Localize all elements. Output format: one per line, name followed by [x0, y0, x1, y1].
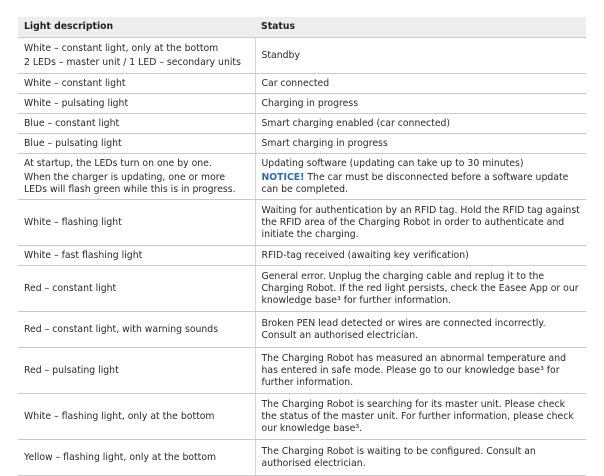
- status-cell: [255, 394, 586, 440]
- table-row: [18, 312, 586, 348]
- status-text: Waiting for authentication by an RFID tag. Hold the RFID tag against the RFID area of the Charging Robot in order to authenticate and initiate the charging.: [261, 204, 580, 240]
- status-text: General error. Unplug the charging cable and replug it to the Charging Robot. If the red light persists, check the Easee App or our knowledge base³ for further information.: [261, 270, 579, 306]
- notice-paragraph: [262, 172, 581, 196]
- status-text: Charging in progress: [261, 97, 359, 109]
- table-row: [18, 74, 586, 94]
- light-description-cell: [18, 348, 255, 394]
- description-text: White – constant light, only at the bottom: [24, 42, 219, 54]
- header-light-description: Light description: [18, 17, 255, 38]
- notice-text: The car must be disconnected before a software update can be completed.: [261, 171, 569, 195]
- status-cell: [255, 266, 586, 312]
- light-description-cell: [18, 134, 255, 154]
- status-text: Car connected: [261, 77, 330, 89]
- status-text: Smart charging enabled (car connected): [261, 117, 451, 129]
- description-text: 2 LEDs – master unit / 1 LED – secondary units: [24, 56, 241, 68]
- status-text: The Charging Robot has measured an abnormal temperature and has entered in safe mode. Please go to our knowledge base³ for further information.: [261, 352, 566, 388]
- status-cell: [255, 154, 586, 200]
- status-text: Updating software (updating can take up to 30 minutes): [261, 157, 524, 169]
- status-cell: [255, 246, 586, 266]
- description-text: Red – pulsating light: [24, 364, 119, 376]
- status-text: RFID-tag received (awaiting key verification): [261, 249, 469, 261]
- status-text: The Charging Robot is searching for its master unit. Please check the status of the master unit. For further information, please check our knowledge base³.: [261, 398, 574, 434]
- status-cell: [255, 312, 586, 348]
- light-description-cell: [18, 246, 255, 266]
- status-cell: [255, 38, 586, 74]
- table-row: [18, 114, 586, 134]
- description-text: Red – constant light: [24, 282, 117, 294]
- description-text: White – fast flashing light: [24, 249, 143, 261]
- table-row: [18, 440, 586, 476]
- table-row: [18, 134, 586, 154]
- light-description-cell: [18, 74, 255, 94]
- notice-label: NOTICE!: [261, 171, 305, 183]
- table-header-row: [18, 17, 586, 38]
- status-text: Broken PEN lead detected or wires are connected incorrectly. Consult an authorised electrician.: [261, 317, 546, 341]
- status-cell: [255, 134, 586, 154]
- status-cell: [255, 348, 586, 394]
- description-text: Blue – constant light: [24, 117, 120, 129]
- table-row: [18, 154, 586, 200]
- description-text: Yellow – flashing light, only at the bottom: [24, 451, 217, 463]
- status-cell: [255, 440, 586, 476]
- light-description-cell: [18, 266, 255, 312]
- description-text: When the charger is updating, one or more LEDs will flash green while this is in progress.: [24, 171, 236, 195]
- light-description-cell: [18, 394, 255, 440]
- status-cell: [255, 74, 586, 94]
- light-description-cell: [18, 114, 255, 134]
- light-status-table: [18, 17, 586, 476]
- status-text: The Charging Robot is waiting to be configured. Consult an authorised electrician.: [261, 445, 536, 469]
- status-cell: [255, 200, 586, 246]
- light-description-cell: [18, 312, 255, 348]
- header-status: Status: [255, 17, 586, 38]
- table-row: [18, 394, 586, 440]
- light-description-cell: [18, 94, 255, 114]
- table-row: [18, 200, 586, 246]
- table-row: [18, 38, 586, 74]
- description-text: White – flashing light, only at the bottom: [24, 410, 215, 422]
- description-text: At startup, the LEDs turn on one by one.: [24, 157, 212, 169]
- description-text: Blue – pulsating light: [24, 137, 122, 149]
- status-cell: [255, 114, 586, 134]
- table-row: [18, 348, 586, 394]
- table-row: [18, 94, 586, 114]
- status-text: Standby: [261, 49, 300, 61]
- description-text: White – constant light: [24, 77, 126, 89]
- table-row: [18, 246, 586, 266]
- light-description-cell: [18, 154, 255, 200]
- light-description-cell: [18, 440, 255, 476]
- light-description-cell: [18, 200, 255, 246]
- status-cell: [255, 94, 586, 114]
- status-text: Smart charging in progress: [261, 137, 388, 149]
- description-text: White – flashing light: [24, 216, 122, 228]
- description-text: Red – constant light, with warning sounds: [24, 323, 219, 335]
- table-row: [18, 266, 586, 312]
- description-text: White – pulsating light: [24, 97, 129, 109]
- light-description-cell: [18, 38, 255, 74]
